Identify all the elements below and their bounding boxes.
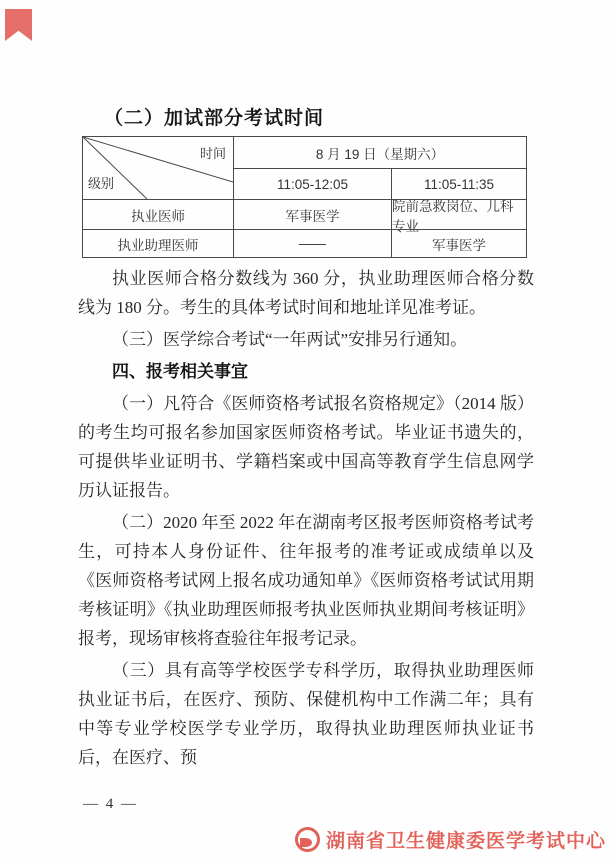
issuer-watermark	[295, 823, 606, 855]
paragraph-4-1: （一）凡符合《医师资格考试报名资格规定》（2014 版）的考生均可报名参加国家医师资格考试。毕业证书遗失的，可提供毕业证明书、学籍档案或中国高等教育学生信息网学历认证报告。	[78, 394, 534, 500]
table-cell: ——	[233, 229, 391, 257]
table-time-col-2: 11:05-11:35	[391, 168, 526, 199]
paragraph-item3: （三）医学综合考试“一年两试”安排另行通知。	[112, 330, 468, 349]
header-level-label: 级别	[88, 176, 115, 191]
section4-heading: 四、报考相关事宜	[112, 362, 248, 381]
table-date-header: 8 月 19 日（星期六）	[233, 137, 526, 168]
table-row-level: 执业助理医师	[83, 229, 233, 257]
table-cell: 院前急救岗位、儿科专业	[391, 199, 526, 229]
table-cell: 军事医学	[233, 199, 391, 229]
table-time-col-1: 11:05-12:05	[233, 168, 391, 199]
page-number: — 4 —	[83, 796, 138, 812]
document-body	[78, 264, 534, 772]
table-row-level: 执业医师	[83, 199, 233, 229]
paragraph-pass-scores: 执业医师合格分数线为 360 分，执业助理医师合格分数线为 180 分。考生的具体考试时间和地址详见准考证。	[78, 269, 534, 317]
section-heading: （二）加试部分考试时间	[104, 108, 325, 129]
paragraph-4-2: （二）2020 年至 2022 年在湖南考区报考医师资格考试考生，可持本人身份证件、往年报考的准考证或成绩单以及《医师资格考试网上报名成功通知单》《医师资格考试试用期考核证明》《执业助理医师报考执业医师执业期间考核证明》报考，现场审核将查验往年报考记录。	[78, 513, 534, 648]
header-time-label: 时间	[199, 146, 226, 161]
issuer-watermark-text: 湖南省卫生健康委医学考试中心	[325, 830, 606, 852]
corner-flag-icon	[5, 9, 32, 41]
exam-schedule-table	[82, 136, 527, 258]
table-cell: 军事医学	[391, 229, 526, 257]
paragraph-4-3: （三）具有高等学校医学专科学历，取得执业助理医师执业证书后，在医疗、预防、保健机构中工作满二年；具有中等专业学校医学专业学历，取得执业助理医师执业证书后，在医疗、预	[78, 661, 534, 767]
issuer-logo-icon	[295, 827, 320, 852]
table-diagonal-header-cell	[83, 137, 233, 199]
